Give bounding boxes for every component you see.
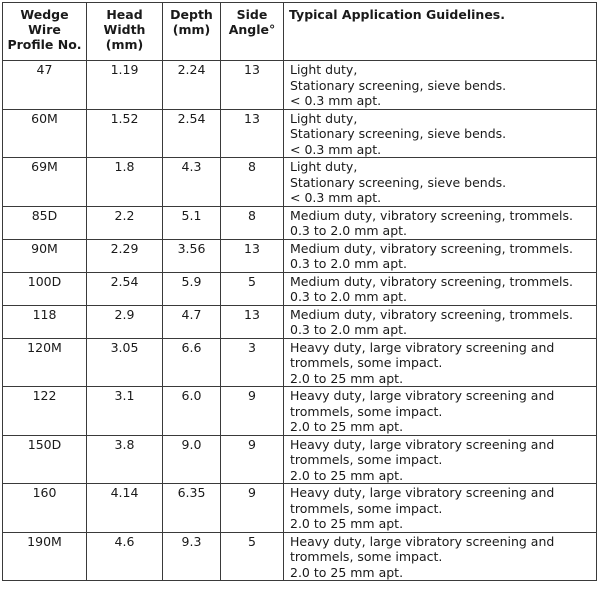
table-body — [3, 61, 597, 581]
cell-head-width: 3.8 — [87, 435, 163, 484]
cell-head-width: 3.05 — [87, 338, 163, 387]
table-row — [3, 305, 597, 338]
cell-head-width: 3.1 — [87, 387, 163, 436]
cell-head-width: 2.9 — [87, 305, 163, 338]
cell-head-width: 1.8 — [87, 158, 163, 207]
table-row — [3, 239, 597, 272]
cell-head-width: 2.54 — [87, 272, 163, 305]
wedge-wire-spec-table — [2, 2, 597, 581]
table-row — [3, 435, 597, 484]
cell-side-angle: 13 — [221, 61, 284, 110]
cell-depth: 5.9 — [163, 272, 221, 305]
cell-side-angle: 9 — [221, 387, 284, 436]
cell-side-angle: 5 — [221, 272, 284, 305]
cell-application: Heavy duty, large vibratory screening and trommels, some impact. 2.0 to 25 mm apt. — [284, 338, 597, 387]
cell-profile: 190M — [3, 532, 87, 581]
header-head-width: Head Width (mm) — [87, 3, 163, 61]
header-application: Typical Application Guidelines. — [284, 3, 597, 61]
cell-side-angle: 9 — [221, 484, 284, 533]
cell-application: Heavy duty, large vibratory screening and trommels, some impact. 2.0 to 25 mm apt. — [284, 532, 597, 581]
table-row — [3, 484, 597, 533]
cell-head-width: 2.2 — [87, 206, 163, 239]
table-row — [3, 532, 597, 581]
cell-depth: 4.7 — [163, 305, 221, 338]
cell-application: Light duty, Stationary screening, sieve bends. < 0.3 mm apt. — [284, 158, 597, 207]
header-side-angle: Side Angle° — [221, 3, 284, 61]
cell-application: Medium duty, vibratory screening, trommels. 0.3 to 2.0 mm apt. — [284, 305, 597, 338]
cell-side-angle: 3 — [221, 338, 284, 387]
header-row — [3, 3, 597, 61]
cell-application: Medium duty, vibratory screening, trommels. 0.3 to 2.0 mm apt. — [284, 239, 597, 272]
cell-side-angle: 8 — [221, 206, 284, 239]
table-row — [3, 272, 597, 305]
cell-depth: 2.24 — [163, 61, 221, 110]
cell-side-angle: 5 — [221, 532, 284, 581]
cell-profile: 118 — [3, 305, 87, 338]
cell-side-angle: 9 — [221, 435, 284, 484]
cell-application: Heavy duty, large vibratory screening and trommels, some impact. 2.0 to 25 mm apt. — [284, 435, 597, 484]
cell-depth: 2.54 — [163, 109, 221, 158]
cell-depth: 5.1 — [163, 206, 221, 239]
cell-head-width: 1.19 — [87, 61, 163, 110]
cell-depth: 9.0 — [163, 435, 221, 484]
cell-application: Light duty, Stationary screening, sieve bends. < 0.3 mm apt. — [284, 109, 597, 158]
table-row — [3, 338, 597, 387]
cell-application: Medium duty, vibratory screening, trommels. 0.3 to 2.0 mm apt. — [284, 206, 597, 239]
cell-profile: 85D — [3, 206, 87, 239]
cell-depth: 6.35 — [163, 484, 221, 533]
cell-application: Light duty, Stationary screening, sieve bends. < 0.3 mm apt. — [284, 61, 597, 110]
cell-head-width: 1.52 — [87, 109, 163, 158]
cell-profile: 100D — [3, 272, 87, 305]
table-row — [3, 158, 597, 207]
table-row — [3, 61, 597, 110]
cell-side-angle: 13 — [221, 239, 284, 272]
cell-depth: 6.6 — [163, 338, 221, 387]
cell-application: Heavy duty, large vibratory screening and trommels, some impact. 2.0 to 25 mm apt. — [284, 484, 597, 533]
cell-profile: 122 — [3, 387, 87, 436]
cell-side-angle: 13 — [221, 305, 284, 338]
cell-depth: 4.3 — [163, 158, 221, 207]
cell-head-width: 4.14 — [87, 484, 163, 533]
cell-profile: 160 — [3, 484, 87, 533]
cell-application: Heavy duty, large vibratory screening and trommels, some impact. 2.0 to 25 mm apt. — [284, 387, 597, 436]
table-row — [3, 206, 597, 239]
cell-depth: 3.56 — [163, 239, 221, 272]
cell-head-width: 4.6 — [87, 532, 163, 581]
table-row — [3, 387, 597, 436]
cell-head-width: 2.29 — [87, 239, 163, 272]
header-depth: Depth (mm) — [163, 3, 221, 61]
cell-profile: 60M — [3, 109, 87, 158]
cell-depth: 6.0 — [163, 387, 221, 436]
cell-depth: 9.3 — [163, 532, 221, 581]
table-row — [3, 109, 597, 158]
header-profile: Wedge Wire Profile No. — [3, 3, 87, 61]
cell-application: Medium duty, vibratory screening, trommels. 0.3 to 2.0 mm apt. — [284, 272, 597, 305]
spec-table-container — [2, 2, 596, 581]
cell-side-angle: 8 — [221, 158, 284, 207]
cell-profile: 69M — [3, 158, 87, 207]
cell-profile: 47 — [3, 61, 87, 110]
cell-side-angle: 13 — [221, 109, 284, 158]
cell-profile: 120M — [3, 338, 87, 387]
cell-profile: 90M — [3, 239, 87, 272]
cell-profile: 150D — [3, 435, 87, 484]
